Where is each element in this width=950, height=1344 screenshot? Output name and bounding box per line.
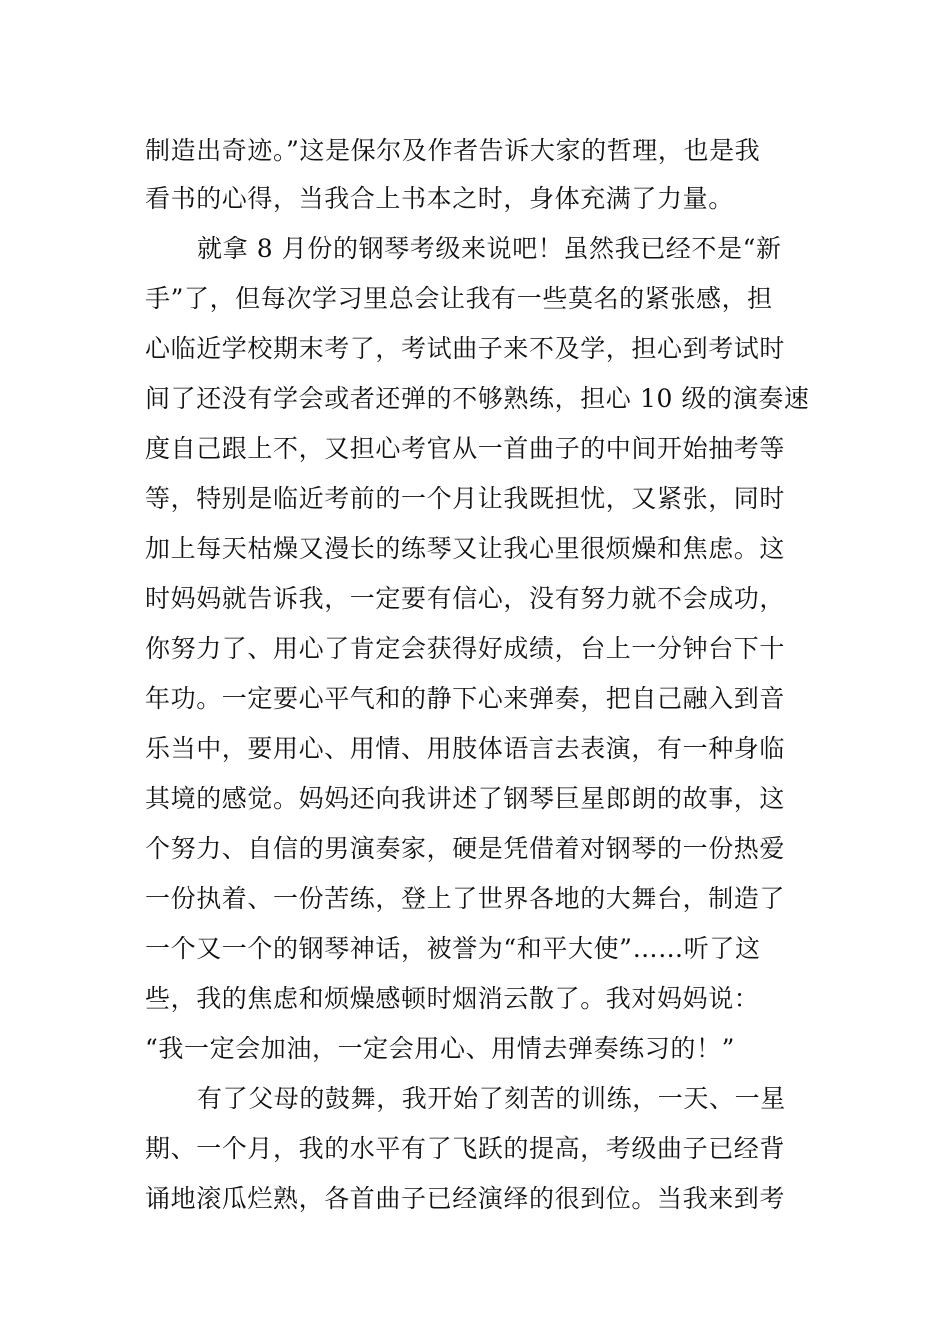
text-line: 期、一个月，我的水平有了飞跃的提高，考级曲子已经背 (145, 1134, 786, 1163)
text-line: 些，我的焦虑和烦燥感顿时烟消云散了。我对妈妈说： (145, 984, 760, 1013)
text-line: 你努力了、用心了肯定会获得好成绩，台上一分钟台下十 (145, 634, 786, 663)
text-line: 个努力、自信的男演奏家，硬是凭借着对钢琴的一份热爱 (145, 834, 786, 863)
text-line: 一份执着、一份苦练，登上了世界各地的大舞台，制造了 (145, 884, 786, 913)
text-line: 时妈妈就告诉我，一定要有信心，没有努力就不会成功， (145, 584, 786, 613)
text-line: 一个又一个的钢琴神话，被誉为“和平大使”……听了这 (145, 934, 761, 963)
text-line: 制造出奇迹。”这是保尔及作者告诉大家的哲理，也是我 (145, 136, 761, 165)
text-line: 手”了，但每次学习里总会让我有一些莫名的紧张感，担 (145, 284, 773, 313)
text-line: 诵地滚瓜烂熟，各首曲子已经演绎的很到位。当我来到考 (145, 1184, 786, 1213)
text-line: 度自己跟上不，又担心考官从一首曲子的中间开始抽考等 (145, 434, 786, 463)
paragraph-first-line: 就拿 8 月份的钢琴考级来说吧！虽然我已经不是“新 (197, 234, 782, 263)
text-line: “我一定会加油，一定会用心、用情去弹奏练习的！” (145, 1034, 735, 1063)
text-line: 看书的心得，当我合上书本之时，身体充满了力量。 (145, 184, 734, 213)
paragraph-first-line: 有了父母的鼓舞，我开始了刻苦的训练，一天、一星 (197, 1084, 786, 1113)
text-line: 心临近学校期末考了，考试曲子来不及学，担心到考试时 (145, 334, 786, 363)
text-line: 等，特别是临近考前的一个月让我既担忧，又紧张，同时 (145, 484, 786, 513)
text-line: 间了还没有学会或者还弹的不够熟练，担心 10 级的演奏速 (145, 384, 810, 413)
text-line: 其境的感觉。妈妈还向我讲述了钢琴巨星郎朗的故事，这 (145, 784, 786, 813)
text-line: 乐当中，要用心、用情、用肢体语言去表演，有一种身临 (145, 734, 786, 763)
text-line: 年功。一定要心平气和的静下心来弹奏，把自己融入到音 (145, 684, 786, 713)
text-line: 加上每天枯燥又漫长的练琴又让我心里很烦燥和焦虑。这 (145, 534, 786, 563)
